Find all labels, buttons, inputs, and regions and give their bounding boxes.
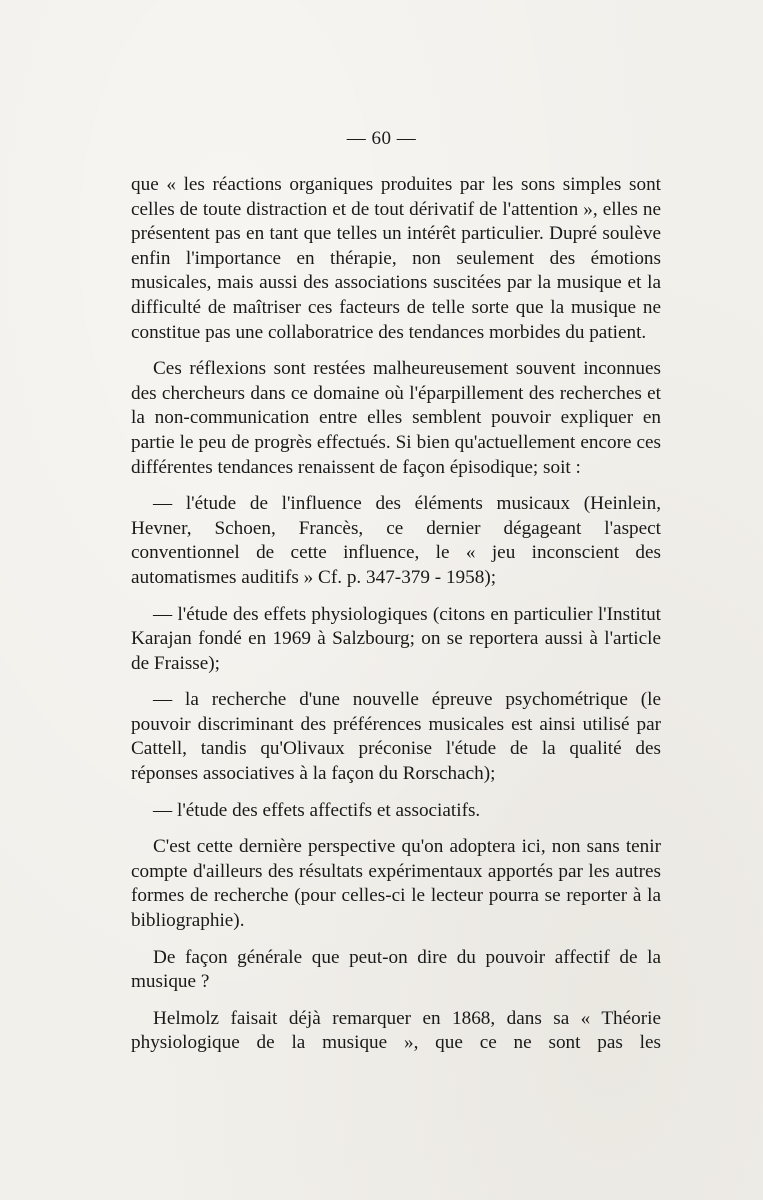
body-text — [131, 173, 661, 1068]
list-item-effets-physiologiques: — l'étude des effets physiologiques (citons en particulier l'Institut Karajan fondé en 1969 à Salzbourg; on se reportera aussi à l'article de Fraisse); — [131, 603, 661, 674]
list-item-effets-affectifs: — l'étude des effets affectifs et associatifs. — [153, 799, 481, 821]
paragraph-continuation: que « les réactions organiques produites par les sons simples sont celles de toute distraction et de tout dérivatif de l'attention », elles ne présentent pas en tant que telles un intérêt particulier. Dupré soulève enfin l'importance en thérapie, non seulement des émotions musicales, mais aussi des associations suscitées par la musique et la difficulté de maîtriser ces facteurs de telle sorte que la musique ne constitue pas une collaboratrice des tendances morbides du patient. — [131, 174, 661, 343]
paragraph-helmolz: Helmolz faisait déjà remarquer en 1868, dans sa « Théorie physiologique de la musique », que ce ne sont pas les — [131, 1007, 661, 1054]
paragraph-question: De façon générale que peut-on dire du pouvoir affectif de la musique ? — [131, 946, 661, 993]
list-item-elements-musicaux: — l'étude de l'influence des éléments musicaux (Heinlein, Hevner, Schoen, Francès, ce dernier dégageant l'aspect conventionnel de cette influence, le « jeu inconscient des automatismes auditifs » Cf. p. 347-379 - 1958); — [131, 493, 661, 588]
paragraph-perspective: C'est cette dernière perspective qu'on adoptera ici, non sans tenir compte d'ailleurs des résultats expérimentaux apportés par les autres formes de recherche (pour celles-ci le lecteur pourra se reporter à la bibliographie). — [131, 836, 661, 932]
paragraph-reflexions: Ces réflexions sont restées malheureusement souvent inconnues des chercheurs dans ce domaine où l'éparpillement des recherches et la non-communication entre elles semblent pouvoir expliquer en partie le peu de progrès effectués. Si bien qu'actuellement encore ces différentes tendances renaissent de façon épisodique; soit : — [131, 358, 661, 478]
list-item-epreuve-psychometrique: — la recherche d'une nouvelle épreuve psychométrique (le pouvoir discriminant des préférences musicales est ainsi utilisé par Cattell, tandis qu'Olivaux préconise l'étude de la qualité des réponses associatives à la façon du Rorschach); — [131, 689, 661, 785]
page-number: — 60 — — [346, 128, 417, 149]
